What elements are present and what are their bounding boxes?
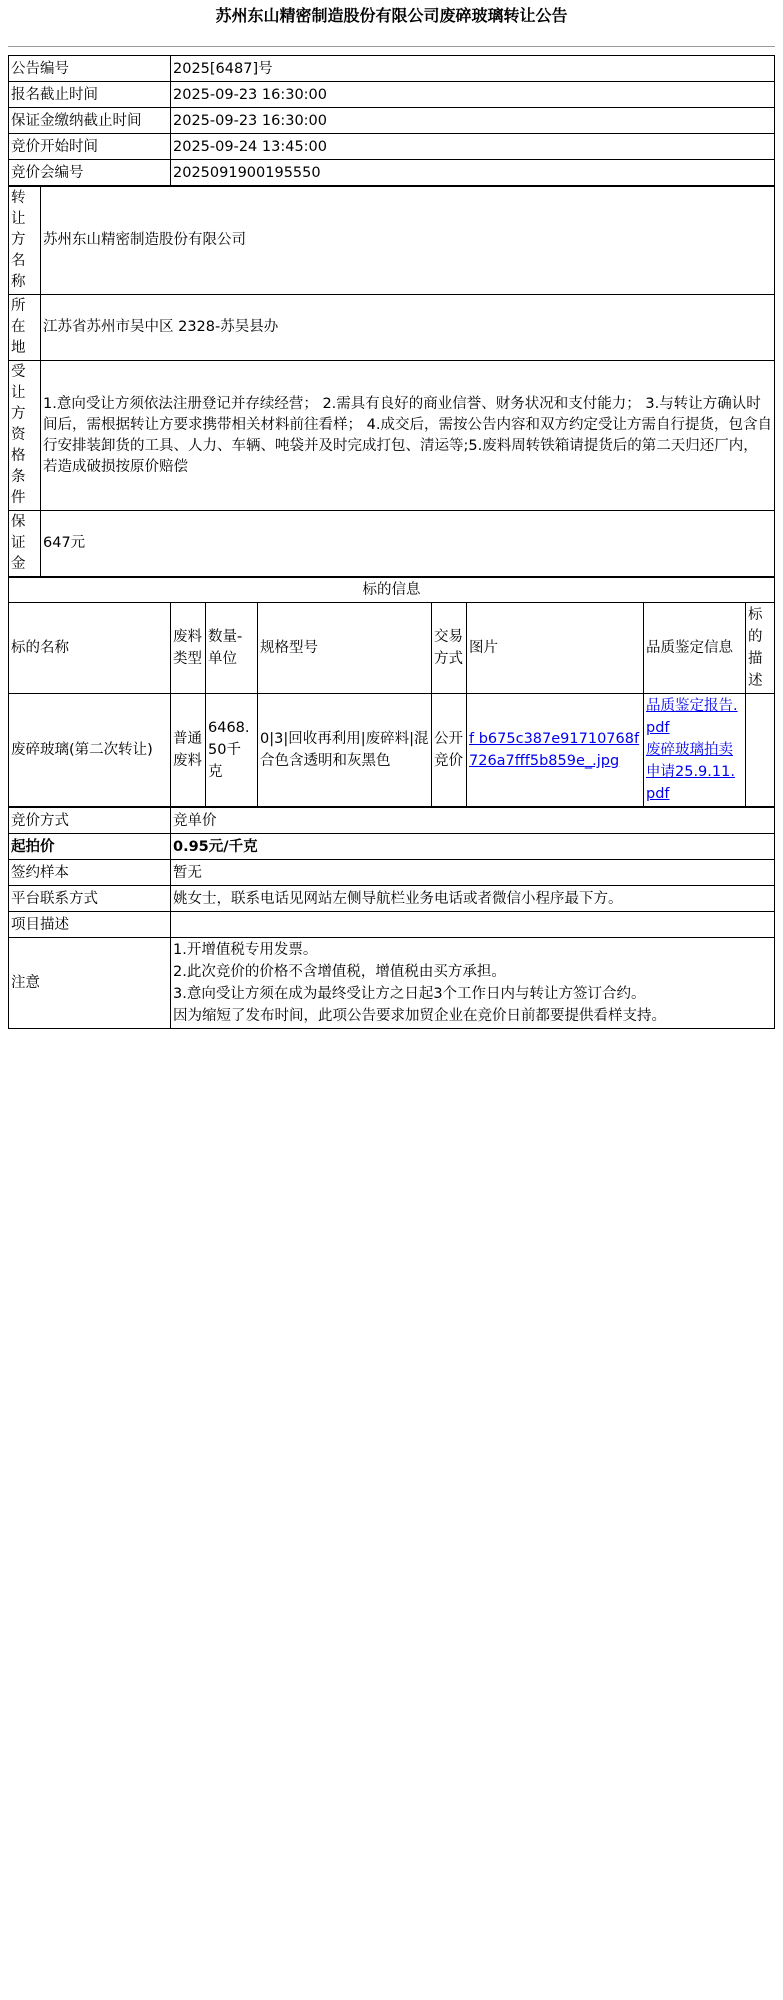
bidding-row: [9, 834, 775, 860]
basic-info-table: [8, 55, 775, 186]
buyer-qualification-value: 1.意向受让方须依法注册登记并存续经营； 2.需具有良好的商业信誉、财务状况和支付能力； 3.与转让方确认时间后，需根据转让方要求携带相关材料前往看样； 4.成交后，需按公告内容和双方约定受让方需自行提货，包含自行安排装卸货的工具、人力、车辆、吨袋并及时完成打包、清运等;5.废料周转铁箱请提货后的第二天归还厂内，若造成破损按原价赔偿: [41, 361, 775, 511]
seller-location-row: [9, 295, 775, 361]
info-value: 2025[6487]号: [171, 56, 775, 82]
seller-location-value: 江苏省苏州市吴中区 2328-苏吴县办: [41, 295, 775, 361]
table-row: [9, 694, 775, 807]
deposit-label: 保证金: [9, 511, 41, 577]
notes-value: [171, 938, 775, 1029]
seller-name-value: 苏州东山精密制造股份有限公司: [41, 187, 775, 295]
items-table: [8, 577, 775, 807]
item-name: 废碎玻璃(第二次转让): [9, 694, 171, 807]
bidding-label: 签约样本: [9, 860, 171, 886]
info-row: [9, 134, 775, 160]
bidding-info-table: [8, 807, 775, 1029]
item-trade-method: 公开竞价: [432, 694, 467, 807]
deposit-value: 647元: [41, 511, 775, 577]
buyer-qualification-label: 受让方资格条件: [9, 361, 41, 511]
info-value: 2025-09-23 16:30:00: [171, 82, 775, 108]
column-header: 标的名称: [9, 603, 171, 694]
auction-application-link[interactable]: 废碎玻璃拍卖申请25.9.11.pdf: [646, 742, 735, 802]
seller-info-table: [8, 186, 775, 577]
info-label: 报名截止时间: [9, 82, 171, 108]
column-header: 标的描述: [746, 603, 775, 694]
items-header-row: [9, 603, 775, 694]
note-line: 3.意向受让方须在成为最终受让方之日起3个工作日内与转让方签订合约。: [173, 986, 646, 1002]
deposit-row: [9, 511, 775, 577]
bidding-label: 平台联系方式: [9, 886, 171, 912]
bidding-value: 暂无: [171, 860, 775, 886]
seller-name-row: [9, 187, 775, 295]
title-divider: [8, 46, 775, 47]
note-line: 2.此次竞价的价格不含增值税，增值税由买方承担。: [173, 964, 506, 980]
bidding-value: 姚女士，联系电话见网站左侧导航栏业务电话或者微信小程序最下方。: [171, 886, 775, 912]
bidding-row: [9, 808, 775, 834]
info-row: [9, 108, 775, 134]
item-image-cell: [467, 694, 644, 807]
column-header: 品质鉴定信息: [644, 603, 746, 694]
item-quantity: 6468.50千克: [206, 694, 258, 807]
item-spec: 0|3|回收再利用|废碎料|混合色含透明和灰黑色: [258, 694, 432, 807]
notes-row: [9, 938, 775, 1029]
bidding-row: [9, 912, 775, 938]
column-header: 废料类型: [171, 603, 206, 694]
info-row: [9, 56, 775, 82]
info-value: 2025-09-23 16:30:00: [171, 108, 775, 134]
info-row: [9, 82, 775, 108]
note-line: 1.开增值税专用发票。: [173, 942, 318, 958]
bidding-value: [171, 912, 775, 938]
info-label: 公告编号: [9, 56, 171, 82]
item-type: 普通废料: [171, 694, 206, 807]
item-quality-cell: [644, 694, 746, 807]
info-label: 竞价会编号: [9, 160, 171, 186]
column-header: 数量-单位: [206, 603, 258, 694]
bidding-value: 竞单价: [171, 808, 775, 834]
info-label: 保证金缴纳截止时间: [9, 108, 171, 134]
bidding-label: 起拍价: [9, 834, 171, 860]
seller-name-label: 转让方名称: [9, 187, 41, 295]
bidding-label: 项目描述: [9, 912, 171, 938]
column-header: 图片: [467, 603, 644, 694]
page-title: 苏州东山精密制造股份有限公司废碎玻璃转让公告: [215, 6, 568, 25]
bidding-row: [9, 860, 775, 886]
bidding-value: 0.95元/千克: [171, 834, 775, 860]
item-image-link[interactable]: f b675c387e91710768f726a7fff5b859e_.jpg: [469, 731, 640, 769]
info-value: 2025-09-24 13:45:00: [171, 134, 775, 160]
column-header: 交易方式: [432, 603, 467, 694]
notes-label: 注意: [9, 938, 171, 1029]
quality-report-link[interactable]: 品质鉴定报告.pdf: [646, 698, 738, 736]
info-value: 2025091900195550: [171, 160, 775, 186]
items-heading: 标的信息: [9, 578, 775, 603]
info-row: [9, 160, 775, 186]
note-line: 因为缩短了发布时间，此项公告要求加贸企业在竞价日前都要提供看样支持。: [173, 1008, 666, 1024]
info-label: 竞价开始时间: [9, 134, 171, 160]
buyer-qualification-row: [9, 361, 775, 511]
bidding-label: 竞价方式: [9, 808, 171, 834]
seller-location-label: 所在地: [9, 295, 41, 361]
item-description: [746, 694, 775, 807]
bidding-row: [9, 886, 775, 912]
column-header: 规格型号: [258, 603, 432, 694]
